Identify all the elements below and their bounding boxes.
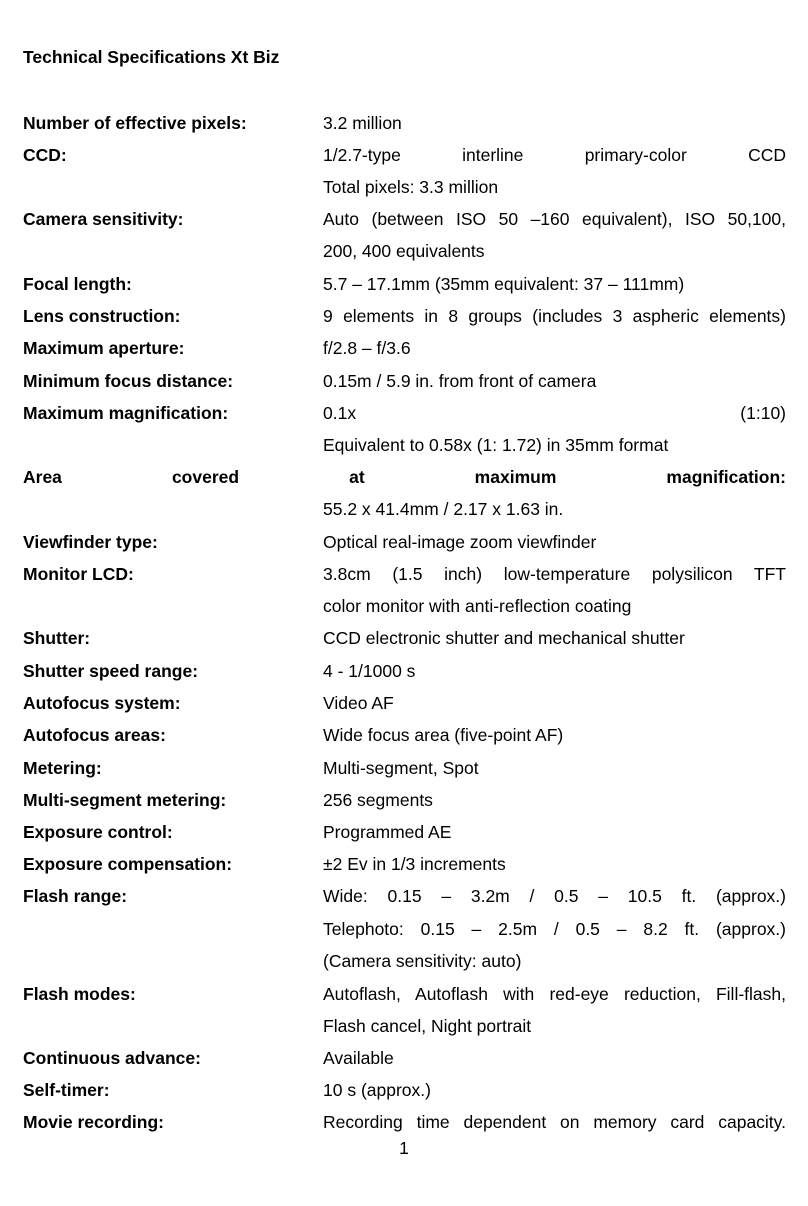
page-number: 1 — [399, 1138, 409, 1158]
spec-row-sensitivity — [0, 208, 808, 240]
spec-row-lens — [0, 305, 808, 337]
spec-row-pixels — [0, 112, 808, 144]
spec-row-monitor — [0, 563, 808, 595]
spec-value: 1/2.7-type interline primary-color CCD — [323, 145, 786, 165]
spec-row-focal — [0, 273, 808, 305]
spec-row-ccd — [0, 144, 808, 176]
spec-row-exposure-control — [0, 821, 808, 853]
spec-row-flash-modes — [0, 983, 808, 1015]
spec-label: Metering: — [23, 758, 102, 778]
spec-value: 3.8cm (1.5 inch) low-temperature polysilicon TFT — [323, 564, 786, 584]
spec-value: ±2 Ev in 1/3 increments — [323, 854, 506, 874]
spec-row-af-areas — [0, 724, 808, 756]
spec-label: Autofocus areas: — [23, 725, 166, 745]
spec-row-magnification — [0, 402, 808, 434]
spec-value: Total pixels: 3.3 million — [323, 177, 499, 197]
spec-row-multiseg — [0, 789, 808, 821]
spec-value: color monitor with anti-reflection coating — [323, 596, 632, 616]
spec-label: Area covered at maximum magnification: — [23, 467, 786, 487]
spec-value: 200, 400 equivalents — [323, 241, 485, 261]
spec-label: Camera sensitivity: — [23, 209, 184, 229]
spec-row-sensitivity-cont — [0, 240, 808, 272]
spec-label: Number of effective pixels: — [23, 113, 247, 133]
spec-row-flash-range-cont — [0, 950, 808, 982]
spec-label: Continuous advance: — [23, 1048, 201, 1068]
spec-value: 4 - 1/1000 s — [323, 661, 416, 681]
spec-value: (Camera sensitivity: auto) — [323, 951, 522, 971]
spec-value: 9 elements in 8 groups (includes 3 aspheric elements) — [323, 306, 786, 326]
spec-value: Recording time dependent on memory card capacity. — [323, 1112, 786, 1132]
spec-row-ccd-cont — [0, 176, 808, 208]
spec-value: Autoflash, Autoflash with red-eye reduction, Fill-flash, — [323, 984, 786, 1004]
spec-row-aperture — [0, 337, 808, 369]
spec-value: Auto (between ISO 50 –160 equivalent), ISO 50,100, — [323, 209, 786, 229]
spec-row-continuous — [0, 1047, 808, 1079]
spec-row-selftimer — [0, 1079, 808, 1111]
spec-value: Programmed AE — [323, 822, 452, 842]
spec-value: Multi-segment, Spot — [323, 758, 479, 778]
spec-label: Exposure compensation: — [23, 854, 233, 874]
spec-row-area — [0, 466, 808, 498]
spec-label: Maximum aperture: — [23, 338, 185, 358]
spec-label: Flash range: — [23, 886, 128, 906]
spec-value: Video AF — [323, 693, 394, 713]
spec-row-metering — [0, 757, 808, 789]
spec-row-exposure-comp — [0, 853, 808, 885]
spec-label: Maximum magnification: — [23, 403, 229, 423]
spec-value: f/2.8 – f/3.6 — [323, 338, 411, 358]
spec-row-viewfinder — [0, 531, 808, 563]
spec-label: Viewfinder type: — [23, 532, 158, 552]
page-title: Technical Specifications Xt Biz — [23, 47, 280, 67]
spec-value: 10 s (approx.) — [323, 1080, 431, 1100]
spec-value: 3.2 million — [323, 113, 402, 133]
spec-value: Wide focus area (five-point AF) — [323, 725, 564, 745]
spec-label: Movie recording: — [23, 1112, 164, 1132]
spec-label: Flash modes: — [23, 984, 136, 1004]
spec-value: 256 segments — [323, 790, 433, 810]
spec-label: Autofocus system: — [23, 693, 181, 713]
spec-value: Wide: 0.15 – 3.2m / 0.5 – 10.5 ft. (approx.) — [323, 886, 786, 906]
spec-value: 0.1x (1:10) — [323, 403, 786, 423]
spec-value: Available — [323, 1048, 394, 1068]
spec-value: Flash cancel, Night portrait — [323, 1016, 532, 1036]
spec-row-shutter — [0, 627, 808, 659]
spec-label: CCD: — [23, 145, 67, 165]
spec-row-flash-range-cont — [0, 918, 808, 950]
spec-label: Shutter: — [23, 628, 91, 648]
spec-row-shutter-speed — [0, 660, 808, 692]
spec-value: CCD electronic shutter and mechanical shutter — [323, 628, 685, 648]
spec-value: 55.2 x 41.4mm / 2.17 x 1.63 in. — [323, 499, 564, 519]
spec-label: Shutter speed range: — [23, 661, 199, 681]
spec-label: Exposure control: — [23, 822, 173, 842]
spec-value: Equivalent to 0.58x (1: 1.72) in 35mm format — [323, 435, 669, 455]
spec-label: Lens construction: — [23, 306, 181, 326]
spec-row-flash-range — [0, 885, 808, 917]
spec-value: Telephoto: 0.15 – 2.5m / 0.5 – 8.2 ft. (approx.) — [323, 919, 786, 939]
spec-row-af-system — [0, 692, 808, 724]
spec-label: Minimum focus distance: — [23, 371, 234, 391]
spec-row-focus-distance — [0, 370, 808, 402]
spec-row-magnification-cont — [0, 434, 808, 466]
spec-label: Self-timer: — [23, 1080, 110, 1100]
spec-row-monitor-cont — [0, 595, 808, 627]
spec-value: Optical real-image zoom viewfinder — [323, 532, 597, 552]
spec-value: 0.15m / 5.9 in. from front of camera — [323, 371, 597, 391]
spec-label: Focal length: — [23, 274, 132, 294]
spec-row-flash-modes-cont — [0, 1015, 808, 1047]
spec-row-area-cont — [0, 498, 808, 530]
spec-label: Monitor LCD: — [23, 564, 134, 584]
spec-label: Multi-segment metering: — [23, 790, 227, 810]
spec-value: 5.7 – 17.1mm (35mm equivalent: 37 – 111mm) — [323, 274, 685, 294]
